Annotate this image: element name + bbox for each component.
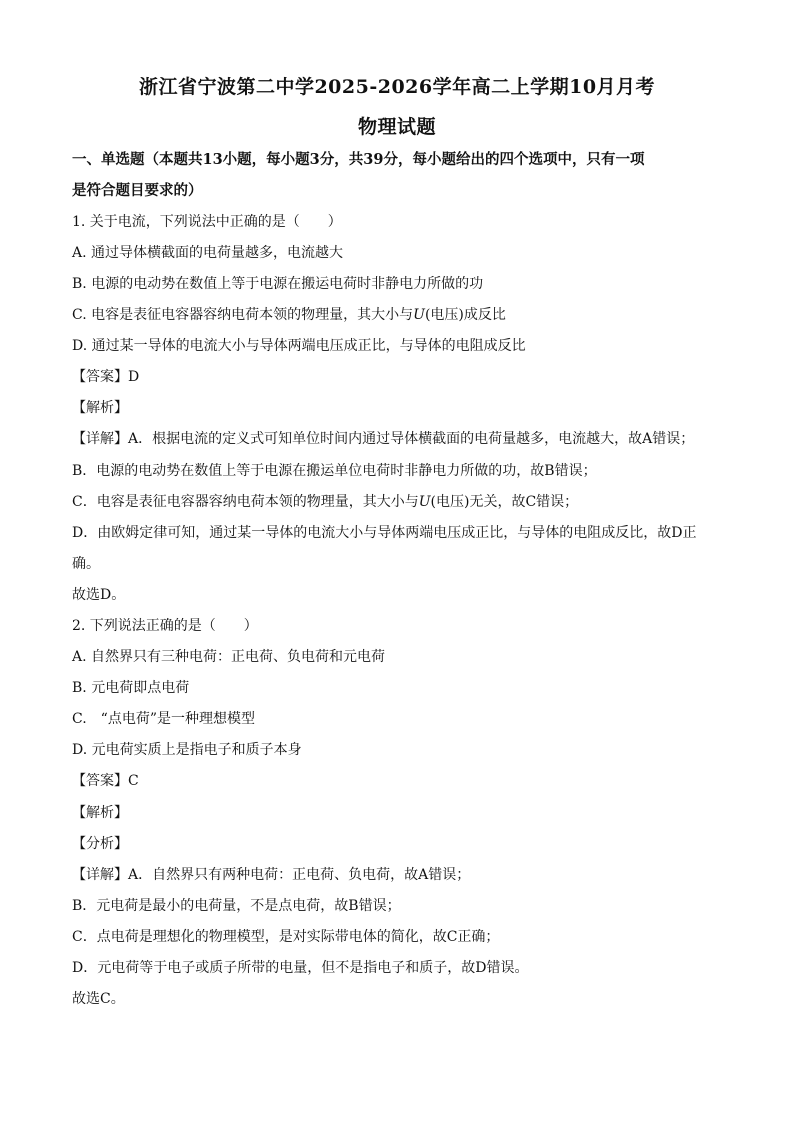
q1-detail-c-var: U xyxy=(418,494,431,510)
q1-detail-a: 【详解】A．根据电流的定义式可知单位时间内通过导体横截面的电荷量越多，电流越大，故A错误； xyxy=(72,431,695,447)
q1-option-c-var: U xyxy=(413,307,425,323)
q2-option-c: C. “点电荷”是一种理想模型 xyxy=(72,711,255,727)
q2-detail-a: 【详解】A．自然界只有两种电荷：正电荷、负电荷，故A错误； xyxy=(72,867,471,883)
section-heading-line-2: 是符合题目要求的） xyxy=(72,182,203,199)
q1-conclusion: 故选D。 xyxy=(72,587,126,603)
q2-conclusion: 故选C。 xyxy=(72,991,125,1007)
q2-detail-b: B．元电荷是最小的电荷量，不是点电荷，故B错误； xyxy=(72,898,401,914)
q1-detail-c-pre: C．电容是表征电容器容纳电荷本领的物理量，其大小与 xyxy=(72,494,419,510)
exam-subtitle: 物理试题 xyxy=(357,116,436,138)
q2-fenxi-label: 【分析】 xyxy=(72,836,128,852)
q1-option-c-post: (电压)成反比 xyxy=(424,307,506,323)
q1-stem: 1. 关于电流，下列说法中正确的是（ ） xyxy=(72,214,342,230)
q1-detail-c-post: (电压)无关，故C错误； xyxy=(430,494,579,510)
q1-option-b: B. 电源的电动势在数值上等于电源在搬运电荷时非静电力所做的功 xyxy=(72,276,484,292)
q2-analysis-label: 【解析】 xyxy=(72,805,128,821)
q1-detail-c xyxy=(72,492,732,512)
q2-answer: 【答案】C xyxy=(72,773,139,789)
q2-detail-c: C．点电荷是理想化的物理模型，是对实际带电体的简化，故C正确； xyxy=(72,929,500,945)
q1-answer: 【答案】D xyxy=(72,369,140,385)
q2-detail-d: D．元电荷等于电子或质子所带的电量，但不是指电子和质子，故D错误。 xyxy=(72,960,529,976)
q2-option-b: B. 元电荷即点电荷 xyxy=(72,680,190,696)
q1-analysis-label: 【解析】 xyxy=(72,400,128,416)
q1-detail-d-line-2: 确。 xyxy=(72,556,100,572)
q2-stem: 2. 下列说法正确的是（ ） xyxy=(72,618,258,634)
section-heading-line-1: 一、单选题（本题共13小题，每小题3分，共39分，每小题给出的四个选项中，只有一项 xyxy=(72,151,645,168)
q2-option-a: A. 自然界只有三种电荷：正电荷、负电荷和元电荷 xyxy=(72,649,386,665)
q1-option-c xyxy=(72,305,732,325)
q1-detail-b: B．电源的电动势在数值上等于电源在搬运单位电荷时非静电力所做的功，故B错误； xyxy=(72,463,597,479)
exam-title: 浙江省宁波第二中学2025-2026学年高二上学期10月月考 xyxy=(138,76,656,98)
q1-detail-d-line-1: D．由欧姆定律可知，通过某一导体的电流大小与导体两端电压成正比，与导体的电阻成反比，故D正 xyxy=(72,525,697,541)
q1-option-c-pre: C. 电容是表征电容器容纳电荷本领的物理量，其大小与 xyxy=(72,307,414,323)
q2-option-d: D. 元电荷实质上是指电子和质子本身 xyxy=(72,742,302,758)
q1-option-d: D. 通过某一导体的电流大小与导体两端电压成正比，与导体的电阻成反比 xyxy=(72,338,526,354)
q1-option-a: A. 通过导体横截面的电荷量越多，电流越大 xyxy=(72,245,344,261)
